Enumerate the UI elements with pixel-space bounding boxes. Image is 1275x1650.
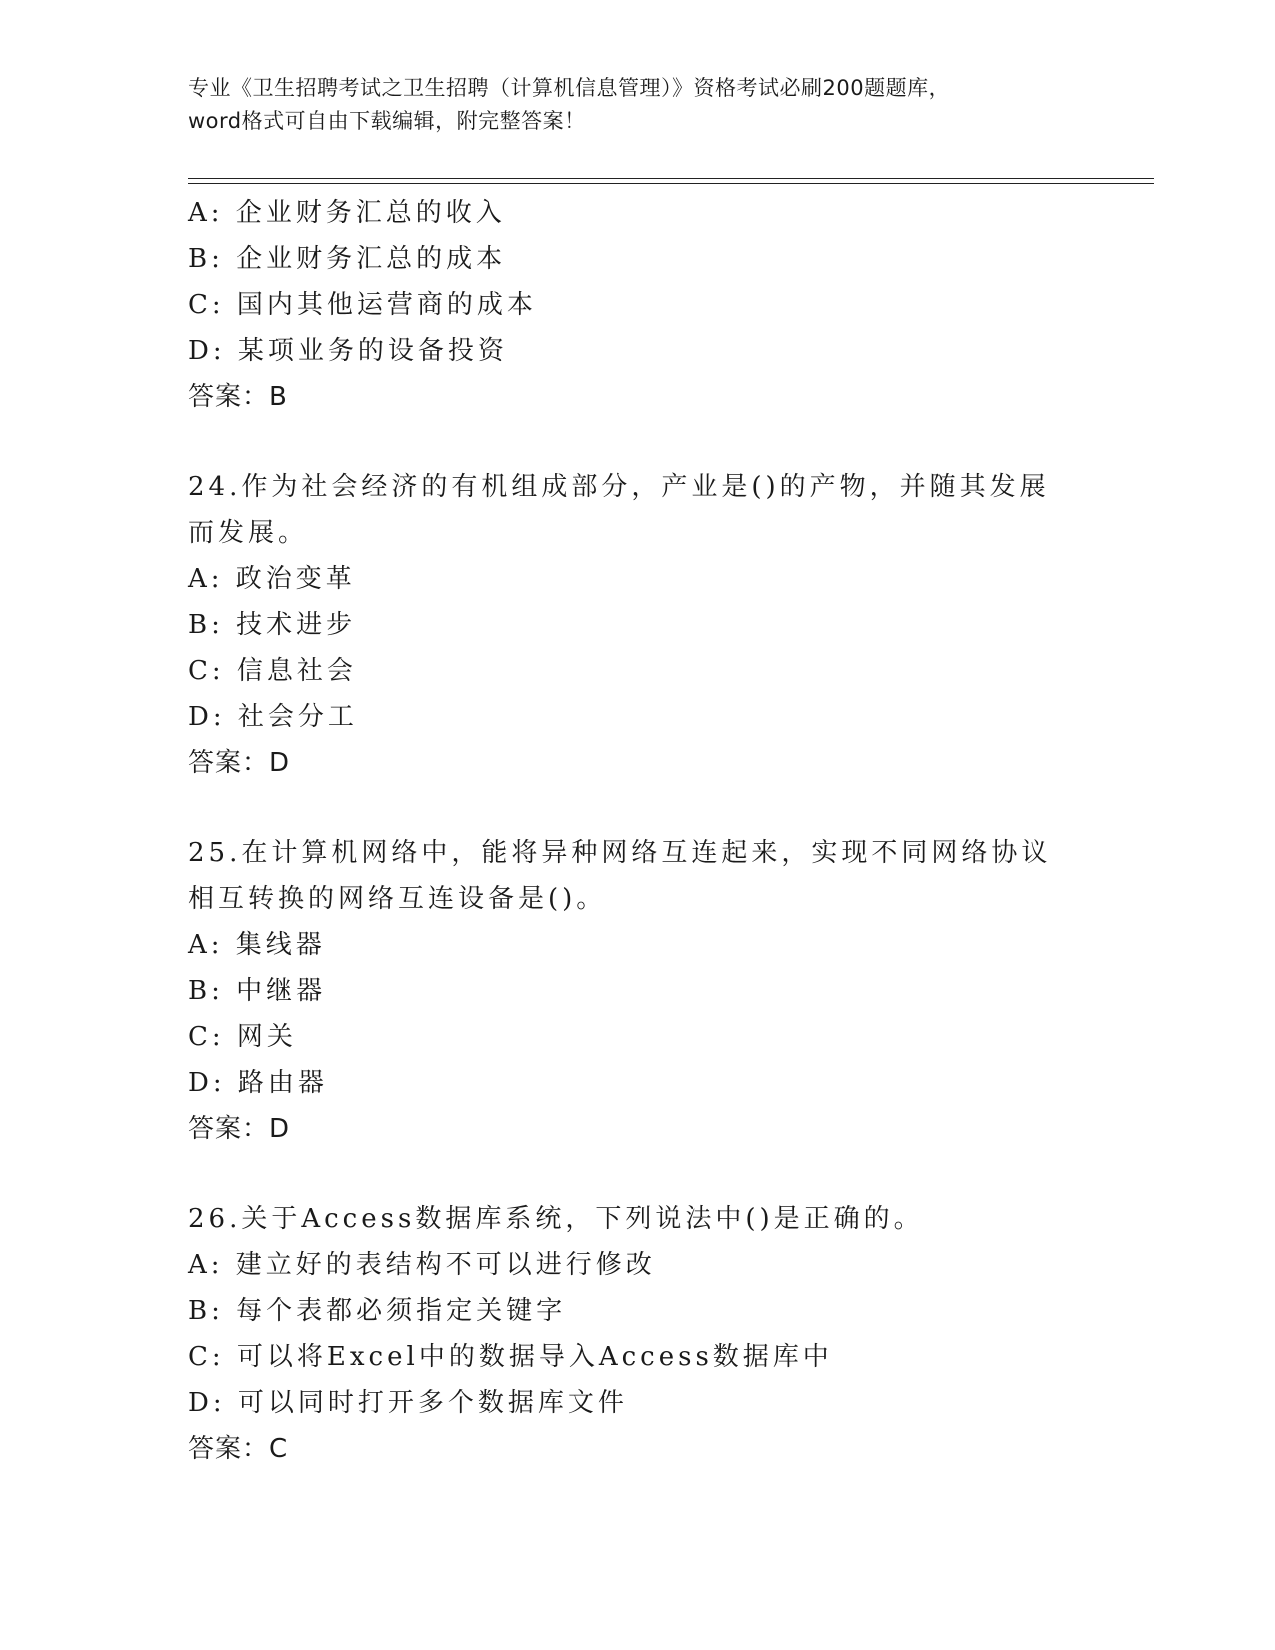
- option-a: A: 政治变革: [188, 564, 356, 594]
- spacer: [188, 420, 1088, 464]
- question-text: 24.作为社会经济的有机组成部分，产业是()的产物，并随其发展而发展。: [188, 472, 1050, 548]
- header-line-1: 专业《卫生招聘考试之卫生招聘（计算机信息管理）》资格考试必刷200题题库，: [188, 76, 951, 100]
- answer-line: 答案：D: [188, 1114, 291, 1144]
- question-block-26: [188, 1196, 1088, 1472]
- option-c: C: 国内其他运营商的成本: [188, 290, 537, 320]
- option-d: D: 路由器: [188, 1068, 328, 1098]
- option-d: D: 社会分工: [188, 702, 358, 732]
- question-text: 26.关于Access数据库系统，下列说法中()是正确的。: [188, 1204, 924, 1234]
- answer-line: 答案：C: [188, 1434, 289, 1464]
- header-divider-bottom: [188, 183, 1154, 184]
- option-d: D: 某项业务的设备投资: [188, 336, 508, 366]
- question-list: [188, 190, 1088, 1472]
- header-divider-top: [188, 178, 1154, 179]
- option-a: A: 企业财务汇总的收入: [188, 198, 506, 228]
- spacer: [188, 786, 1088, 830]
- option-b: B: 技术进步: [188, 610, 357, 640]
- option-a: A: 集线器: [188, 930, 326, 960]
- option-b: B: 中继器: [188, 976, 327, 1006]
- question-block-25: [188, 830, 1088, 1152]
- option-b: B: 企业财务汇总的成本: [188, 244, 507, 274]
- answer-line: 答案：B: [188, 382, 288, 412]
- question-block-24: [188, 464, 1088, 786]
- document-header: [188, 72, 1088, 138]
- spacer: [188, 1152, 1088, 1196]
- option-b: B: 每个表都必须指定关键字: [188, 1296, 567, 1326]
- option-c: C: 可以将Excel中的数据导入Access数据库中: [188, 1342, 833, 1372]
- header-line-2: word格式可自由下载编辑，附完整答案！: [188, 109, 586, 133]
- option-d: D: 可以同时打开多个数据库文件: [188, 1388, 628, 1418]
- option-a: A: 建立好的表结构不可以进行修改: [188, 1250, 656, 1280]
- question-text: 25.在计算机网络中，能将异种网络互连起来，实现不同网络协议相互转换的网络互连设备是()。: [188, 838, 1052, 914]
- question-block-23: [188, 190, 1088, 420]
- answer-line: 答案：D: [188, 748, 291, 778]
- option-c: C: 网关: [188, 1022, 297, 1052]
- option-c: C: 信息社会: [188, 656, 357, 686]
